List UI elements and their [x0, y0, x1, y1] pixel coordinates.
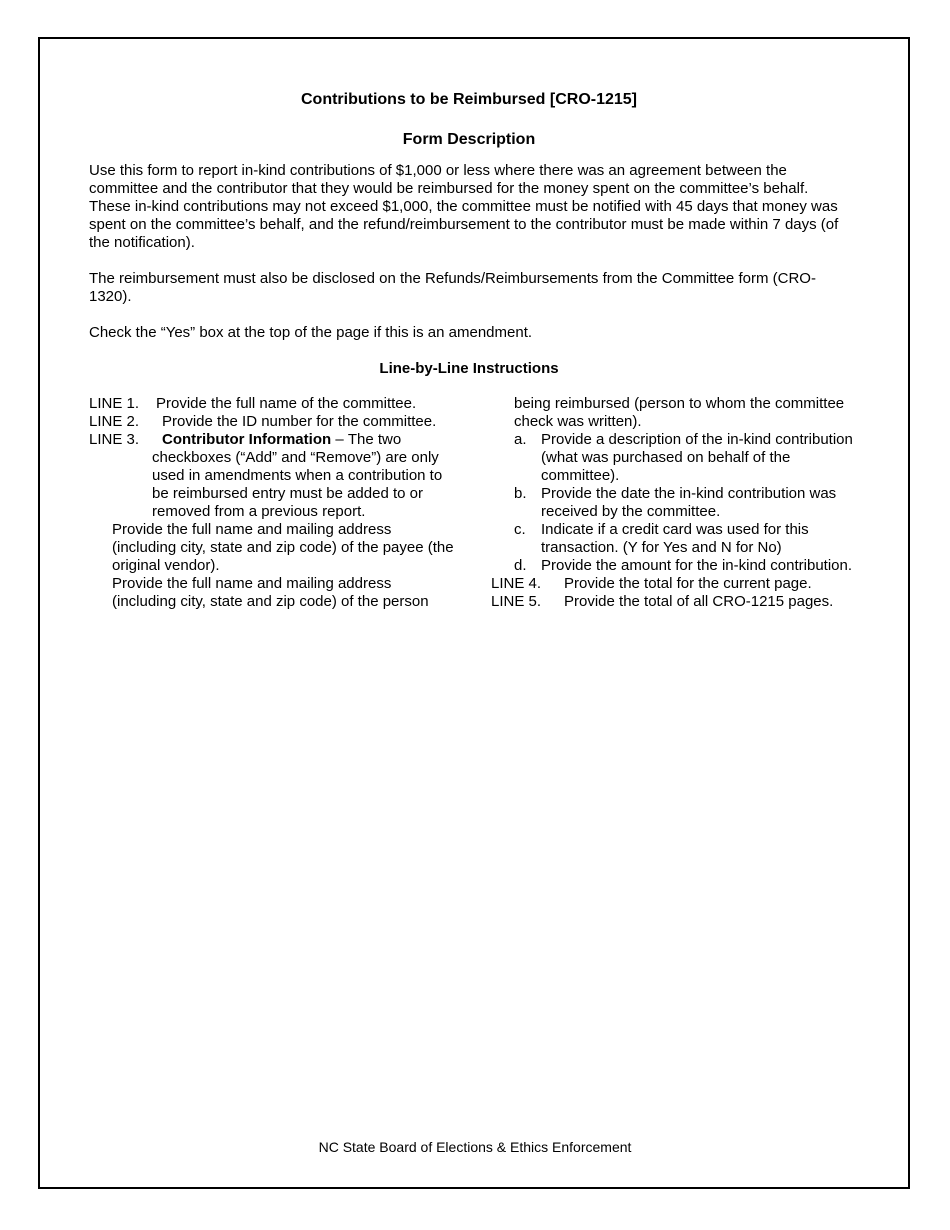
sub-item-c-text: Indicate if a credit card was used for this transaction. (Y for Yes and N for No) — [541, 521, 809, 556]
line-3-payee: Provide the full name and mailing address (including city, state and zip code) of the payee (the original vendor). — [112, 521, 454, 574]
sub-item-b — [491, 485, 861, 521]
sub-item-c-letter: c. — [514, 521, 526, 538]
line-3-label: LINE 3. — [89, 431, 140, 448]
line-4-label: LINE 4. — [491, 575, 542, 592]
line-2-label: LINE 2. — [89, 413, 140, 430]
line-4-text: Provide the total for the current page. — [564, 575, 812, 592]
instructions-left-column — [89, 395, 459, 611]
line-1 — [89, 395, 459, 413]
instructions-heading: Line-by-Line Instructions — [379, 360, 559, 377]
sub-item-a-letter: a. — [514, 431, 527, 448]
line-5-label: LINE 5. — [491, 593, 542, 610]
description-paragraph-3: Check the “Yes” box at the top of the page if this is an amendment. — [89, 324, 533, 341]
sub-item-d-text: Provide the amount for the in-kind contribution. — [541, 557, 853, 574]
line-5-text: Provide the total of all CRO-1215 pages. — [564, 593, 834, 610]
line-2-text: Provide the ID number for the committee. — [162, 413, 437, 430]
sub-item-a-text: Provide a description of the in-kind contribution (what was purchased on behalf of the committee). — [541, 431, 853, 484]
page-footer: NC State Board of Elections & Ethics Enforcement — [318, 1139, 632, 1155]
instructions-columns — [89, 395, 853, 635]
line-5 — [491, 593, 861, 611]
page-title: Contributions to be Reimbursed [CRO-1215] — [300, 91, 638, 108]
document-body — [89, 90, 853, 635]
line-3-bold-heading: Contributor Information — [162, 431, 332, 448]
instructions-right-column — [491, 395, 861, 611]
line-2 — [89, 413, 459, 431]
sub-item-d — [491, 557, 861, 575]
line-4 — [491, 575, 861, 593]
description-paragraph-1: Use this form to report in-kind contributions of $1,000 or less where there was an agreement between the committee and the contributor that they would be reimbursed for the money spent on the committee’s behalf. These in-kind contributions may not exceed $1,000, the committee must be notified with 45 days that money was spent on the committee’s behalf, and the refund/reimbursement to the contributor must be made within 7 days (of the notification). — [89, 162, 839, 251]
line-3 — [89, 431, 459, 521]
sub-item-b-letter: b. — [514, 485, 527, 502]
sub-item-b-text: Provide the date the in-kind contribution was received by the committee. — [541, 485, 837, 520]
sub-item-a — [491, 431, 861, 485]
line-3-person: Provide the full name and mailing address (including city, state and zip code) of the person — [112, 575, 429, 610]
sub-item-c — [491, 521, 861, 557]
line-1-label: LINE 1. — [89, 395, 140, 412]
description-paragraph-2: The reimbursement must also be disclosed on the Refunds/Reimbursements from the Committee form (CRO-1320). — [89, 270, 816, 305]
line-3-first-word: – The two — [335, 431, 402, 448]
line-1-text: Provide the full name of the committee. — [156, 395, 417, 412]
line-3-person-continued: being reimbursed (person to whom the committee check was written). — [514, 395, 845, 430]
sub-item-d-letter: d. — [514, 557, 527, 574]
line-3-text: checkboxes (“Add” and “Remove”) are only used in amendments when a contribution to be reimbursed entry must be added to or removed from a previous report. — [152, 449, 443, 520]
form-description-heading: Form Description — [402, 131, 536, 148]
